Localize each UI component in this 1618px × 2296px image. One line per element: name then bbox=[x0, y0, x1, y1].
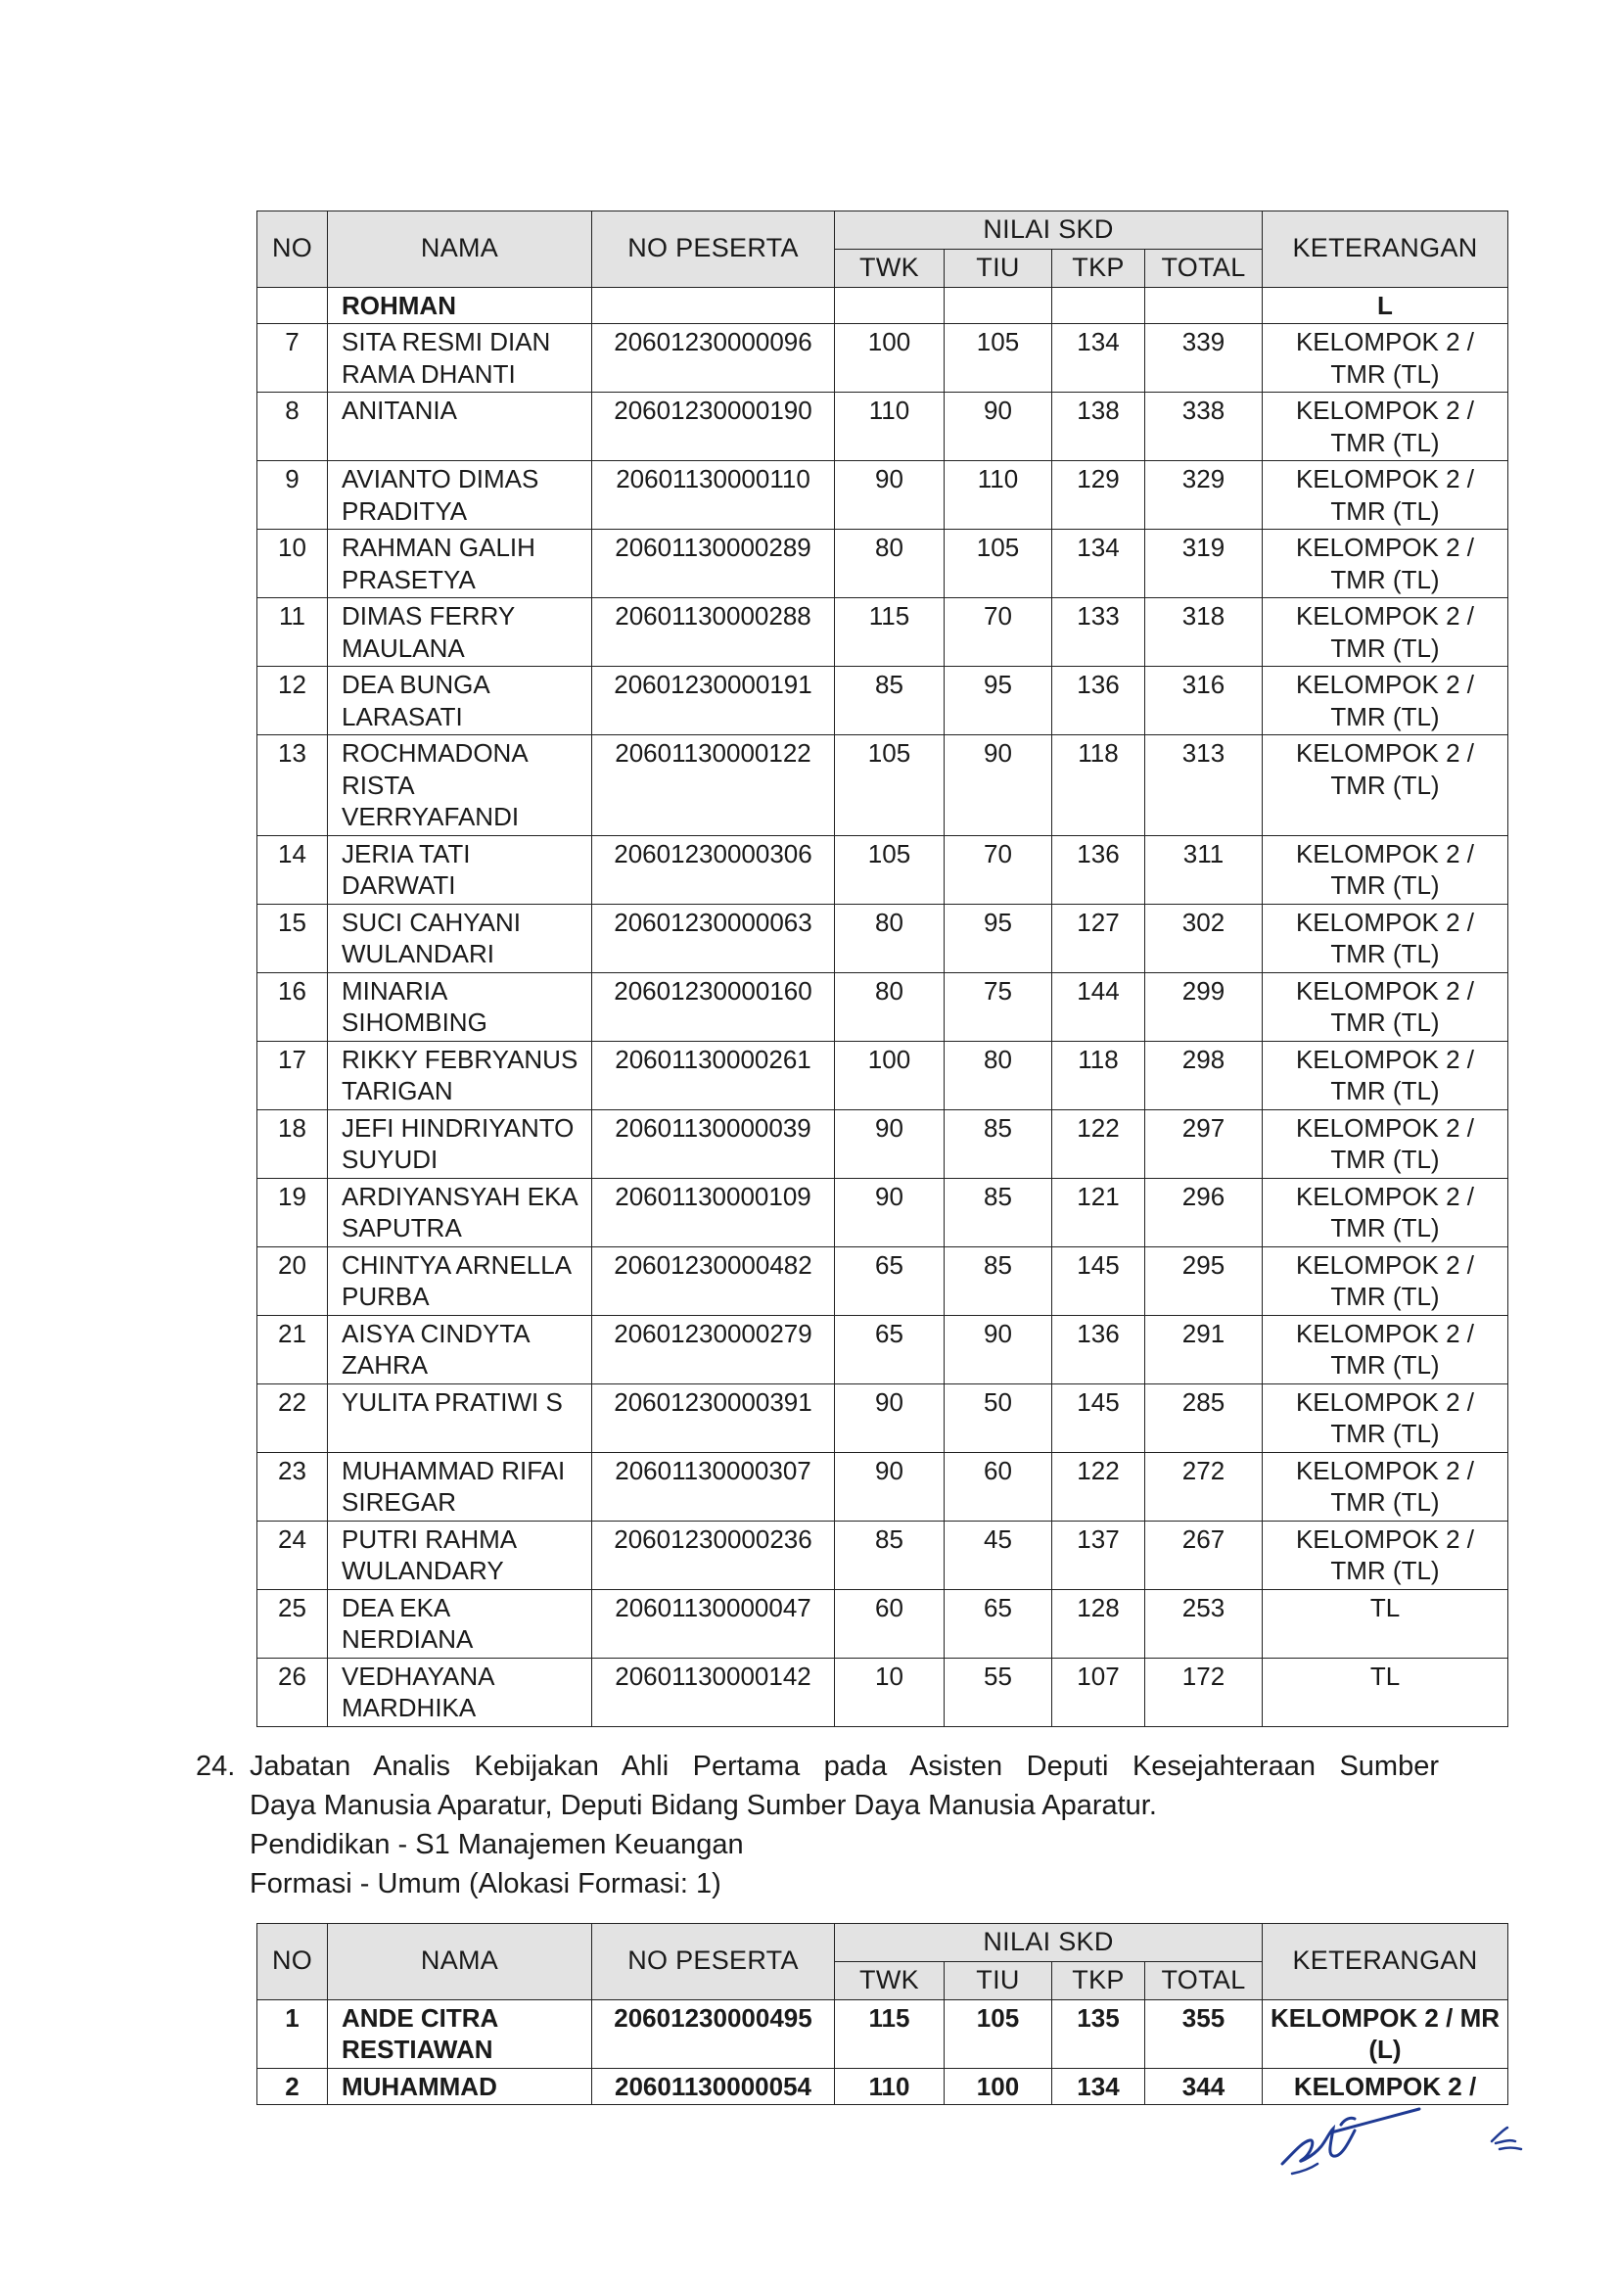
cell-no: 9 bbox=[257, 461, 328, 530]
cell-tiu: 85 bbox=[945, 1178, 1052, 1246]
cell-tkp: 134 bbox=[1052, 2068, 1145, 2105]
cell-total: 313 bbox=[1145, 735, 1263, 836]
cell-peserta: 20601130000109 bbox=[592, 1178, 835, 1246]
cell-tiu: 50 bbox=[945, 1383, 1052, 1452]
cell-no: 23 bbox=[257, 1452, 328, 1521]
cell-twk: 115 bbox=[835, 1999, 945, 2068]
cell-ket: KELOMPOK 2 / TMR (TL) bbox=[1263, 1178, 1508, 1246]
header-no: NO bbox=[257, 211, 328, 288]
cell-twk: 80 bbox=[835, 904, 945, 972]
cell-total: 297 bbox=[1145, 1109, 1263, 1178]
cell-total: 316 bbox=[1145, 667, 1263, 735]
cell-ket: KELOMPOK 2 / TMR (TL) bbox=[1263, 1246, 1508, 1315]
cell-ket: KELOMPOK 2 / TMR (TL) bbox=[1263, 1109, 1508, 1178]
cell-twk: 85 bbox=[835, 1521, 945, 1589]
cell-tkp: 134 bbox=[1052, 324, 1145, 393]
cell-twk: 10 bbox=[835, 1658, 945, 1726]
table-row bbox=[257, 1178, 1508, 1246]
cell-tiu: 95 bbox=[945, 667, 1052, 735]
cell-nama: PUTRI RAHMA WULANDARY bbox=[328, 1521, 592, 1589]
header-no-peserta: NO PESERTA bbox=[592, 211, 835, 288]
cell-no: 13 bbox=[257, 735, 328, 836]
cell-tkp bbox=[1052, 287, 1145, 324]
cell-peserta: 20601130000110 bbox=[592, 461, 835, 530]
cell-tiu: 65 bbox=[945, 1589, 1052, 1658]
cell-nama: JERIA TATI DARWATI bbox=[328, 835, 592, 904]
cell-peserta: 20601130000307 bbox=[592, 1452, 835, 1521]
cell-nama: AVIANTO DIMAS PRADITYA bbox=[328, 461, 592, 530]
cell-no: 18 bbox=[257, 1109, 328, 1178]
cell-nama: MUHAMMAD bbox=[328, 2068, 592, 2105]
cell-twk: 65 bbox=[835, 1315, 945, 1383]
table-row bbox=[257, 972, 1508, 1041]
table-row bbox=[257, 667, 1508, 735]
cell-peserta: 20601230000190 bbox=[592, 393, 835, 461]
cell-nama: DEA BUNGA LARASATI bbox=[328, 667, 592, 735]
table-row bbox=[257, 1999, 1508, 2068]
table-row bbox=[257, 2068, 1508, 2105]
cell-tiu bbox=[945, 287, 1052, 324]
table-row bbox=[257, 1315, 1508, 1383]
cell-ket: KELOMPOK 2 / TMR (TL) bbox=[1263, 1452, 1508, 1521]
header-no-peserta: NO PESERTA bbox=[592, 1924, 835, 2000]
table-row-carryover bbox=[257, 287, 1508, 324]
table-row bbox=[257, 598, 1508, 667]
cell-twk: 105 bbox=[835, 735, 945, 836]
cell-nama: DEA EKA NERDIANA bbox=[328, 1589, 592, 1658]
cell-twk: 90 bbox=[835, 1178, 945, 1246]
cell-peserta: 20601130000054 bbox=[592, 2068, 835, 2105]
signature-initial-1 bbox=[1272, 2103, 1439, 2181]
cell-twk: 100 bbox=[835, 1041, 945, 1109]
cell-peserta: 20601230000306 bbox=[592, 835, 835, 904]
cell-keterangan: L bbox=[1263, 287, 1508, 324]
cell-no: 2 bbox=[257, 2068, 328, 2105]
cell-no: 15 bbox=[257, 904, 328, 972]
cell-peserta: 20601230000063 bbox=[592, 904, 835, 972]
cell-ket: KELOMPOK 2 / TMR (TL) bbox=[1263, 735, 1508, 836]
cell-tiu: 85 bbox=[945, 1246, 1052, 1315]
cell-twk: 85 bbox=[835, 667, 945, 735]
table-row bbox=[257, 530, 1508, 598]
cell-tkp: 136 bbox=[1052, 1315, 1145, 1383]
cell-tiu: 75 bbox=[945, 972, 1052, 1041]
header-total: TOTAL bbox=[1145, 1961, 1263, 1999]
cell-ket: KELOMPOK 2 / TMR (TL) bbox=[1263, 835, 1508, 904]
cell-tiu: 110 bbox=[945, 461, 1052, 530]
cell-tkp: 129 bbox=[1052, 461, 1145, 530]
section-line-2: Daya Manusia Aparatur, Deputi Bidang Sumber Daya Manusia Aparatur. bbox=[250, 1790, 1157, 1822]
cell-nama: SUCI CAHYANI WULANDARI bbox=[328, 904, 592, 972]
cell-tkp: 145 bbox=[1052, 1383, 1145, 1452]
header-keterangan: KETERANGAN bbox=[1263, 211, 1508, 288]
cell-no: 25 bbox=[257, 1589, 328, 1658]
cell-tiu: 95 bbox=[945, 904, 1052, 972]
cell-total: 339 bbox=[1145, 324, 1263, 393]
cell-tiu: 80 bbox=[945, 1041, 1052, 1109]
table-row bbox=[257, 1589, 1508, 1658]
cell-total: 319 bbox=[1145, 530, 1263, 598]
cell-total: 172 bbox=[1145, 1658, 1263, 1726]
cell-twk: 80 bbox=[835, 530, 945, 598]
cell-nama: AISYA CINDYTA ZAHRA bbox=[328, 1315, 592, 1383]
table-row bbox=[257, 735, 1508, 836]
section-formation: Formasi - Umum (Alokasi Formasi: 1) bbox=[250, 1868, 721, 1900]
cell-ket: TL bbox=[1263, 1658, 1508, 1726]
cell-ket: KELOMPOK 2 / TMR (TL) bbox=[1263, 530, 1508, 598]
cell-tkp: 136 bbox=[1052, 835, 1145, 904]
cell-peserta: 20601230000191 bbox=[592, 667, 835, 735]
cell-peserta: 20601130000142 bbox=[592, 1658, 835, 1726]
cell-peserta: 20601130000039 bbox=[592, 1109, 835, 1178]
header-tiu: TIU bbox=[945, 249, 1052, 287]
cell-no: 16 bbox=[257, 972, 328, 1041]
results-table-2 bbox=[256, 1923, 1508, 2105]
table-row bbox=[257, 1109, 1508, 1178]
table-row bbox=[257, 324, 1508, 393]
table-row bbox=[257, 835, 1508, 904]
cell-tiu: 105 bbox=[945, 530, 1052, 598]
cell-total bbox=[1145, 287, 1263, 324]
cell-ket: KELOMPOK 2 / TMR (TL) bbox=[1263, 1383, 1508, 1452]
cell-peserta: 20601230000160 bbox=[592, 972, 835, 1041]
cell-tkp: 122 bbox=[1052, 1109, 1145, 1178]
cell-tiu: 45 bbox=[945, 1521, 1052, 1589]
cell-ket: KELOMPOK 2 / bbox=[1263, 2068, 1508, 2105]
cell-nama: RIKKY FEBRYANUS TARIGAN bbox=[328, 1041, 592, 1109]
cell-twk: 60 bbox=[835, 1589, 945, 1658]
cell-nama: VEDHAYANA MARDHIKA bbox=[328, 1658, 592, 1726]
cell-tkp: 145 bbox=[1052, 1246, 1145, 1315]
table-row bbox=[257, 393, 1508, 461]
cell-total: 296 bbox=[1145, 1178, 1263, 1246]
table-row bbox=[257, 904, 1508, 972]
cell-tiu: 85 bbox=[945, 1109, 1052, 1178]
cell-no: 26 bbox=[257, 1658, 328, 1726]
cell-ket: TL bbox=[1263, 1589, 1508, 1658]
cell-tiu: 70 bbox=[945, 598, 1052, 667]
cell-peserta: 20601230000391 bbox=[592, 1383, 835, 1452]
cell-tkp: 134 bbox=[1052, 530, 1145, 598]
cell-peserta: 20601130000047 bbox=[592, 1589, 835, 1658]
cell-ket: KELOMPOK 2 / MR (L) bbox=[1263, 1999, 1508, 2068]
cell-tiu: 60 bbox=[945, 1452, 1052, 1521]
cell-ket: KELOMPOK 2 / TMR (TL) bbox=[1263, 904, 1508, 972]
cell-total: 298 bbox=[1145, 1041, 1263, 1109]
cell-twk: 105 bbox=[835, 835, 945, 904]
section-24 bbox=[196, 1747, 1439, 1903]
cell-peserta: 20601230000482 bbox=[592, 1246, 835, 1315]
cell-peserta bbox=[592, 287, 835, 324]
cell-tkp: 144 bbox=[1052, 972, 1145, 1041]
cell-nama: RAHMAN GALIH PRASETYA bbox=[328, 530, 592, 598]
cell-tiu: 105 bbox=[945, 324, 1052, 393]
cell-no: 19 bbox=[257, 1178, 328, 1246]
cell-twk: 90 bbox=[835, 1383, 945, 1452]
cell-total: 338 bbox=[1145, 393, 1263, 461]
cell-nama: SITA RESMI DIAN RAMA DHANTI bbox=[328, 324, 592, 393]
cell-ket: KELOMPOK 2 / TMR (TL) bbox=[1263, 1521, 1508, 1589]
cell-twk: 100 bbox=[835, 324, 945, 393]
cell-peserta: 20601230000096 bbox=[592, 324, 835, 393]
cell-nama: DIMAS FERRY MAULANA bbox=[328, 598, 592, 667]
cell-tkp: 118 bbox=[1052, 735, 1145, 836]
header-twk: TWK bbox=[835, 1961, 945, 1999]
cell-ket: KELOMPOK 2 / TMR (TL) bbox=[1263, 667, 1508, 735]
cell-ket: KELOMPOK 2 / TMR (TL) bbox=[1263, 1041, 1508, 1109]
cell-ket: KELOMPOK 2 / TMR (TL) bbox=[1263, 1315, 1508, 1383]
cell-nama: ARDIYANSYAH EKA SAPUTRA bbox=[328, 1178, 592, 1246]
cell-tkp: 107 bbox=[1052, 1658, 1145, 1726]
cell-total: 272 bbox=[1145, 1452, 1263, 1521]
cell-no: 21 bbox=[257, 1315, 328, 1383]
cell-tkp: 137 bbox=[1052, 1521, 1145, 1589]
cell-total: 299 bbox=[1145, 972, 1263, 1041]
cell-total: 311 bbox=[1145, 835, 1263, 904]
cell-peserta: 20601230000495 bbox=[592, 1999, 835, 2068]
header-nilai-skd: NILAI SKD bbox=[835, 211, 1263, 250]
cell-ket: KELOMPOK 2 / TMR (TL) bbox=[1263, 461, 1508, 530]
cell-no: 20 bbox=[257, 1246, 328, 1315]
cell-tkp: 118 bbox=[1052, 1041, 1145, 1109]
cell-total: 302 bbox=[1145, 904, 1263, 972]
cell-twk: 80 bbox=[835, 972, 945, 1041]
cell-nama: ROCHMADONA RISTA VERRYAFANDI bbox=[328, 735, 592, 836]
header-keterangan: KETERANGAN bbox=[1263, 1924, 1508, 2000]
cell-no: 24 bbox=[257, 1521, 328, 1589]
cell-tiu: 90 bbox=[945, 393, 1052, 461]
section-education: Pendidikan - S1 Manajemen Keuangan bbox=[250, 1829, 744, 1861]
cell-ket: KELOMPOK 2 / TMR (TL) bbox=[1263, 393, 1508, 461]
cell-tkp: 135 bbox=[1052, 1999, 1145, 2068]
header-nilai-skd: NILAI SKD bbox=[835, 1924, 1263, 1962]
header-nama: NAMA bbox=[328, 1924, 592, 2000]
section-number: 24. bbox=[196, 1751, 236, 1782]
cell-tiu: 90 bbox=[945, 1315, 1052, 1383]
table-row bbox=[257, 461, 1508, 530]
table-row bbox=[257, 1452, 1508, 1521]
cell-no: 8 bbox=[257, 393, 328, 461]
cell-no: 17 bbox=[257, 1041, 328, 1109]
results-table-1 bbox=[256, 211, 1508, 1727]
cell-nama: CHINTYA ARNELLA PURBA bbox=[328, 1246, 592, 1315]
table-row bbox=[257, 1041, 1508, 1109]
section-line-1: Jabatan Analis Kebijakan Ahli Pertama pada Asisten Deputi Kesejahteraan Sumber bbox=[250, 1751, 1439, 1782]
cell-peserta: 20601130000289 bbox=[592, 530, 835, 598]
cell-no: 7 bbox=[257, 324, 328, 393]
cell-tkp: 138 bbox=[1052, 393, 1145, 461]
cell-peserta: 20601130000288 bbox=[592, 598, 835, 667]
cell-tiu: 105 bbox=[945, 1999, 1052, 2068]
header-tiu: TIU bbox=[945, 1961, 1052, 1999]
cell-twk: 110 bbox=[835, 2068, 945, 2105]
header-nama: NAMA bbox=[328, 211, 592, 288]
header-tkp: TKP bbox=[1052, 1961, 1145, 1999]
cell-nama: ROHMAN bbox=[328, 287, 592, 324]
cell-no: 11 bbox=[257, 598, 328, 667]
cell-no: 22 bbox=[257, 1383, 328, 1452]
cell-tkp: 127 bbox=[1052, 904, 1145, 972]
cell-twk: 90 bbox=[835, 1109, 945, 1178]
cell-nama: MINARIA SIHOMBING bbox=[328, 972, 592, 1041]
cell-ket: KELOMPOK 2 / TMR (TL) bbox=[1263, 324, 1508, 393]
cell-total: 295 bbox=[1145, 1246, 1263, 1315]
cell-no: 14 bbox=[257, 835, 328, 904]
cell-peserta: 20601130000122 bbox=[592, 735, 835, 836]
cell-twk: 90 bbox=[835, 1452, 945, 1521]
cell-total: 344 bbox=[1145, 2068, 1263, 2105]
cell-twk: 110 bbox=[835, 393, 945, 461]
cell-total: 318 bbox=[1145, 598, 1263, 667]
header-total: TOTAL bbox=[1145, 249, 1263, 287]
header-twk: TWK bbox=[835, 249, 945, 287]
cell-twk: 90 bbox=[835, 461, 945, 530]
cell-peserta: 20601230000279 bbox=[592, 1315, 835, 1383]
cell-peserta: 20601130000261 bbox=[592, 1041, 835, 1109]
cell-twk: 115 bbox=[835, 598, 945, 667]
header-tkp: TKP bbox=[1052, 249, 1145, 287]
cell-nama: ANDE CITRA RESTIAWAN bbox=[328, 1999, 592, 2068]
table-row bbox=[257, 1658, 1508, 1726]
cell-total: 355 bbox=[1145, 1999, 1263, 2068]
cell-nama: YULITA PRATIWI S bbox=[328, 1383, 592, 1452]
signature-initial-2 bbox=[1488, 2120, 1527, 2159]
cell-twk: 65 bbox=[835, 1246, 945, 1315]
cell-no: 12 bbox=[257, 667, 328, 735]
cell-nama: JEFI HINDRIYANTO SUYUDI bbox=[328, 1109, 592, 1178]
cell-tkp: 133 bbox=[1052, 598, 1145, 667]
cell-total: 267 bbox=[1145, 1521, 1263, 1589]
cell-no bbox=[257, 287, 328, 324]
cell-tiu: 90 bbox=[945, 735, 1052, 836]
table-row bbox=[257, 1383, 1508, 1452]
cell-total: 285 bbox=[1145, 1383, 1263, 1452]
cell-ket: KELOMPOK 2 / TMR (TL) bbox=[1263, 972, 1508, 1041]
cell-total: 253 bbox=[1145, 1589, 1263, 1658]
cell-tiu: 55 bbox=[945, 1658, 1052, 1726]
header-no: NO bbox=[257, 1924, 328, 2000]
cell-tkp: 136 bbox=[1052, 667, 1145, 735]
cell-ket: KELOMPOK 2 / TMR (TL) bbox=[1263, 598, 1508, 667]
table-row bbox=[257, 1246, 1508, 1315]
cell-tkp: 128 bbox=[1052, 1589, 1145, 1658]
cell-tiu: 100 bbox=[945, 2068, 1052, 2105]
cell-twk bbox=[835, 287, 945, 324]
cell-tiu: 70 bbox=[945, 835, 1052, 904]
cell-nama: MUHAMMAD RIFAI SIREGAR bbox=[328, 1452, 592, 1521]
cell-no: 10 bbox=[257, 530, 328, 598]
cell-tkp: 121 bbox=[1052, 1178, 1145, 1246]
table-row bbox=[257, 1521, 1508, 1589]
cell-total: 329 bbox=[1145, 461, 1263, 530]
cell-tkp: 122 bbox=[1052, 1452, 1145, 1521]
cell-no: 1 bbox=[257, 1999, 328, 2068]
cell-total: 291 bbox=[1145, 1315, 1263, 1383]
cell-nama: ANITANIA bbox=[328, 393, 592, 461]
cell-peserta: 20601230000236 bbox=[592, 1521, 835, 1589]
